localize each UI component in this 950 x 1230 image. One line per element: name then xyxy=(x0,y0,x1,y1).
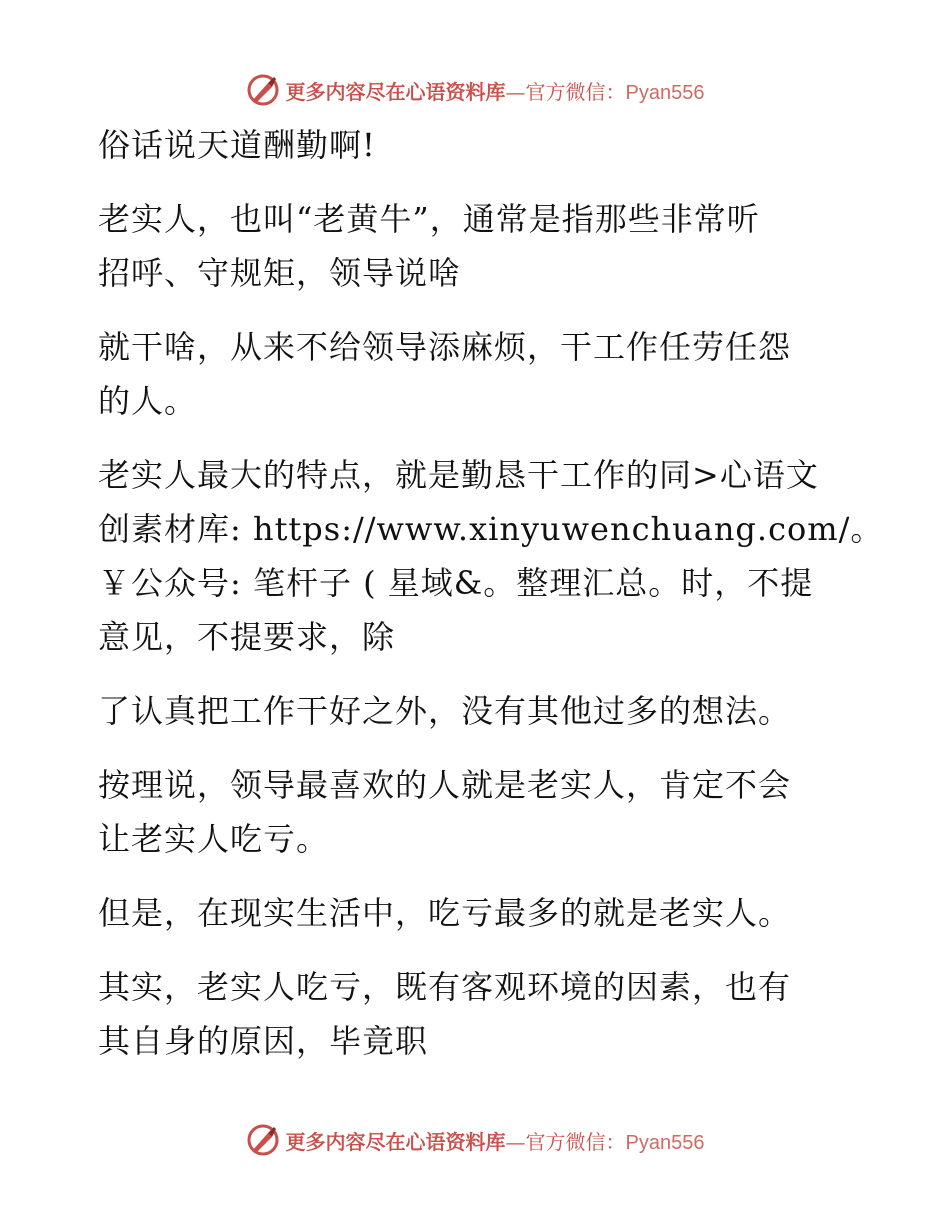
text-line: ￥公众号: 笔杆子 ( 星域&。整理汇总。时，不提 xyxy=(98,564,814,602)
banner-dash: — xyxy=(505,1129,526,1154)
text-line: 创素材库: https://www.xinyuwenchuang.com/。 xyxy=(98,510,884,548)
text-line: 了认真把工作干好之外，没有其他过多的想法。 xyxy=(98,692,792,730)
paragraph xyxy=(98,684,858,738)
paragraph xyxy=(98,192,858,300)
header-banner xyxy=(0,70,950,110)
paragraph xyxy=(98,886,858,940)
text-line: 招呼、守规矩，领导说啥 xyxy=(98,254,462,292)
banner-text xyxy=(286,1126,705,1155)
text-line: 其实，老实人吃亏，既有客观环境的因素，也有 xyxy=(98,968,792,1006)
paragraph xyxy=(98,448,884,664)
banner-text xyxy=(286,76,705,105)
paragraph xyxy=(98,960,858,1068)
document-body xyxy=(98,118,884,1068)
paragraph xyxy=(98,758,858,866)
text-line: 让老实人吃亏。 xyxy=(98,820,330,858)
text-line: 俗话说天道酬勤啊! xyxy=(98,126,376,164)
banner-brand: 更多内容尽在心语资料库 xyxy=(285,79,506,104)
banner-dash: — xyxy=(505,79,526,104)
banner-wechat-id: Pyan556 xyxy=(625,1131,705,1154)
pen-logo-icon xyxy=(246,73,280,107)
paragraph xyxy=(98,118,858,172)
text-line: 其自身的原因，毕竟职 xyxy=(98,1022,429,1060)
text-line: 老实人最大的特点，就是勤恳干工作的同>心语文 xyxy=(98,456,819,494)
footer-banner xyxy=(0,1120,950,1160)
text-line: 按理说，领导最喜欢的人就是老实人，肯定不会 xyxy=(98,766,792,804)
text-line: 意见，不提要求，除 xyxy=(98,618,396,656)
banner-wechat-label: 官方微信： xyxy=(525,1129,626,1154)
banner-wechat-id: Pyan556 xyxy=(625,81,705,104)
text-line: 就干啥，从来不给领导添麻烦，干工作任劳任怨 xyxy=(98,328,792,366)
text-line: 老实人，也叫“老黄牛”，通常是指那些非常听 xyxy=(98,200,760,238)
banner-wechat-label: 官方微信： xyxy=(525,79,626,104)
banner-brand: 更多内容尽在心语资料库 xyxy=(285,1129,506,1154)
text-line: 但是，在现实生活中，吃亏最多的就是老实人。 xyxy=(98,894,792,932)
text-line: 的人。 xyxy=(98,382,198,420)
paragraph xyxy=(98,320,858,428)
pen-logo-icon xyxy=(246,1123,280,1157)
